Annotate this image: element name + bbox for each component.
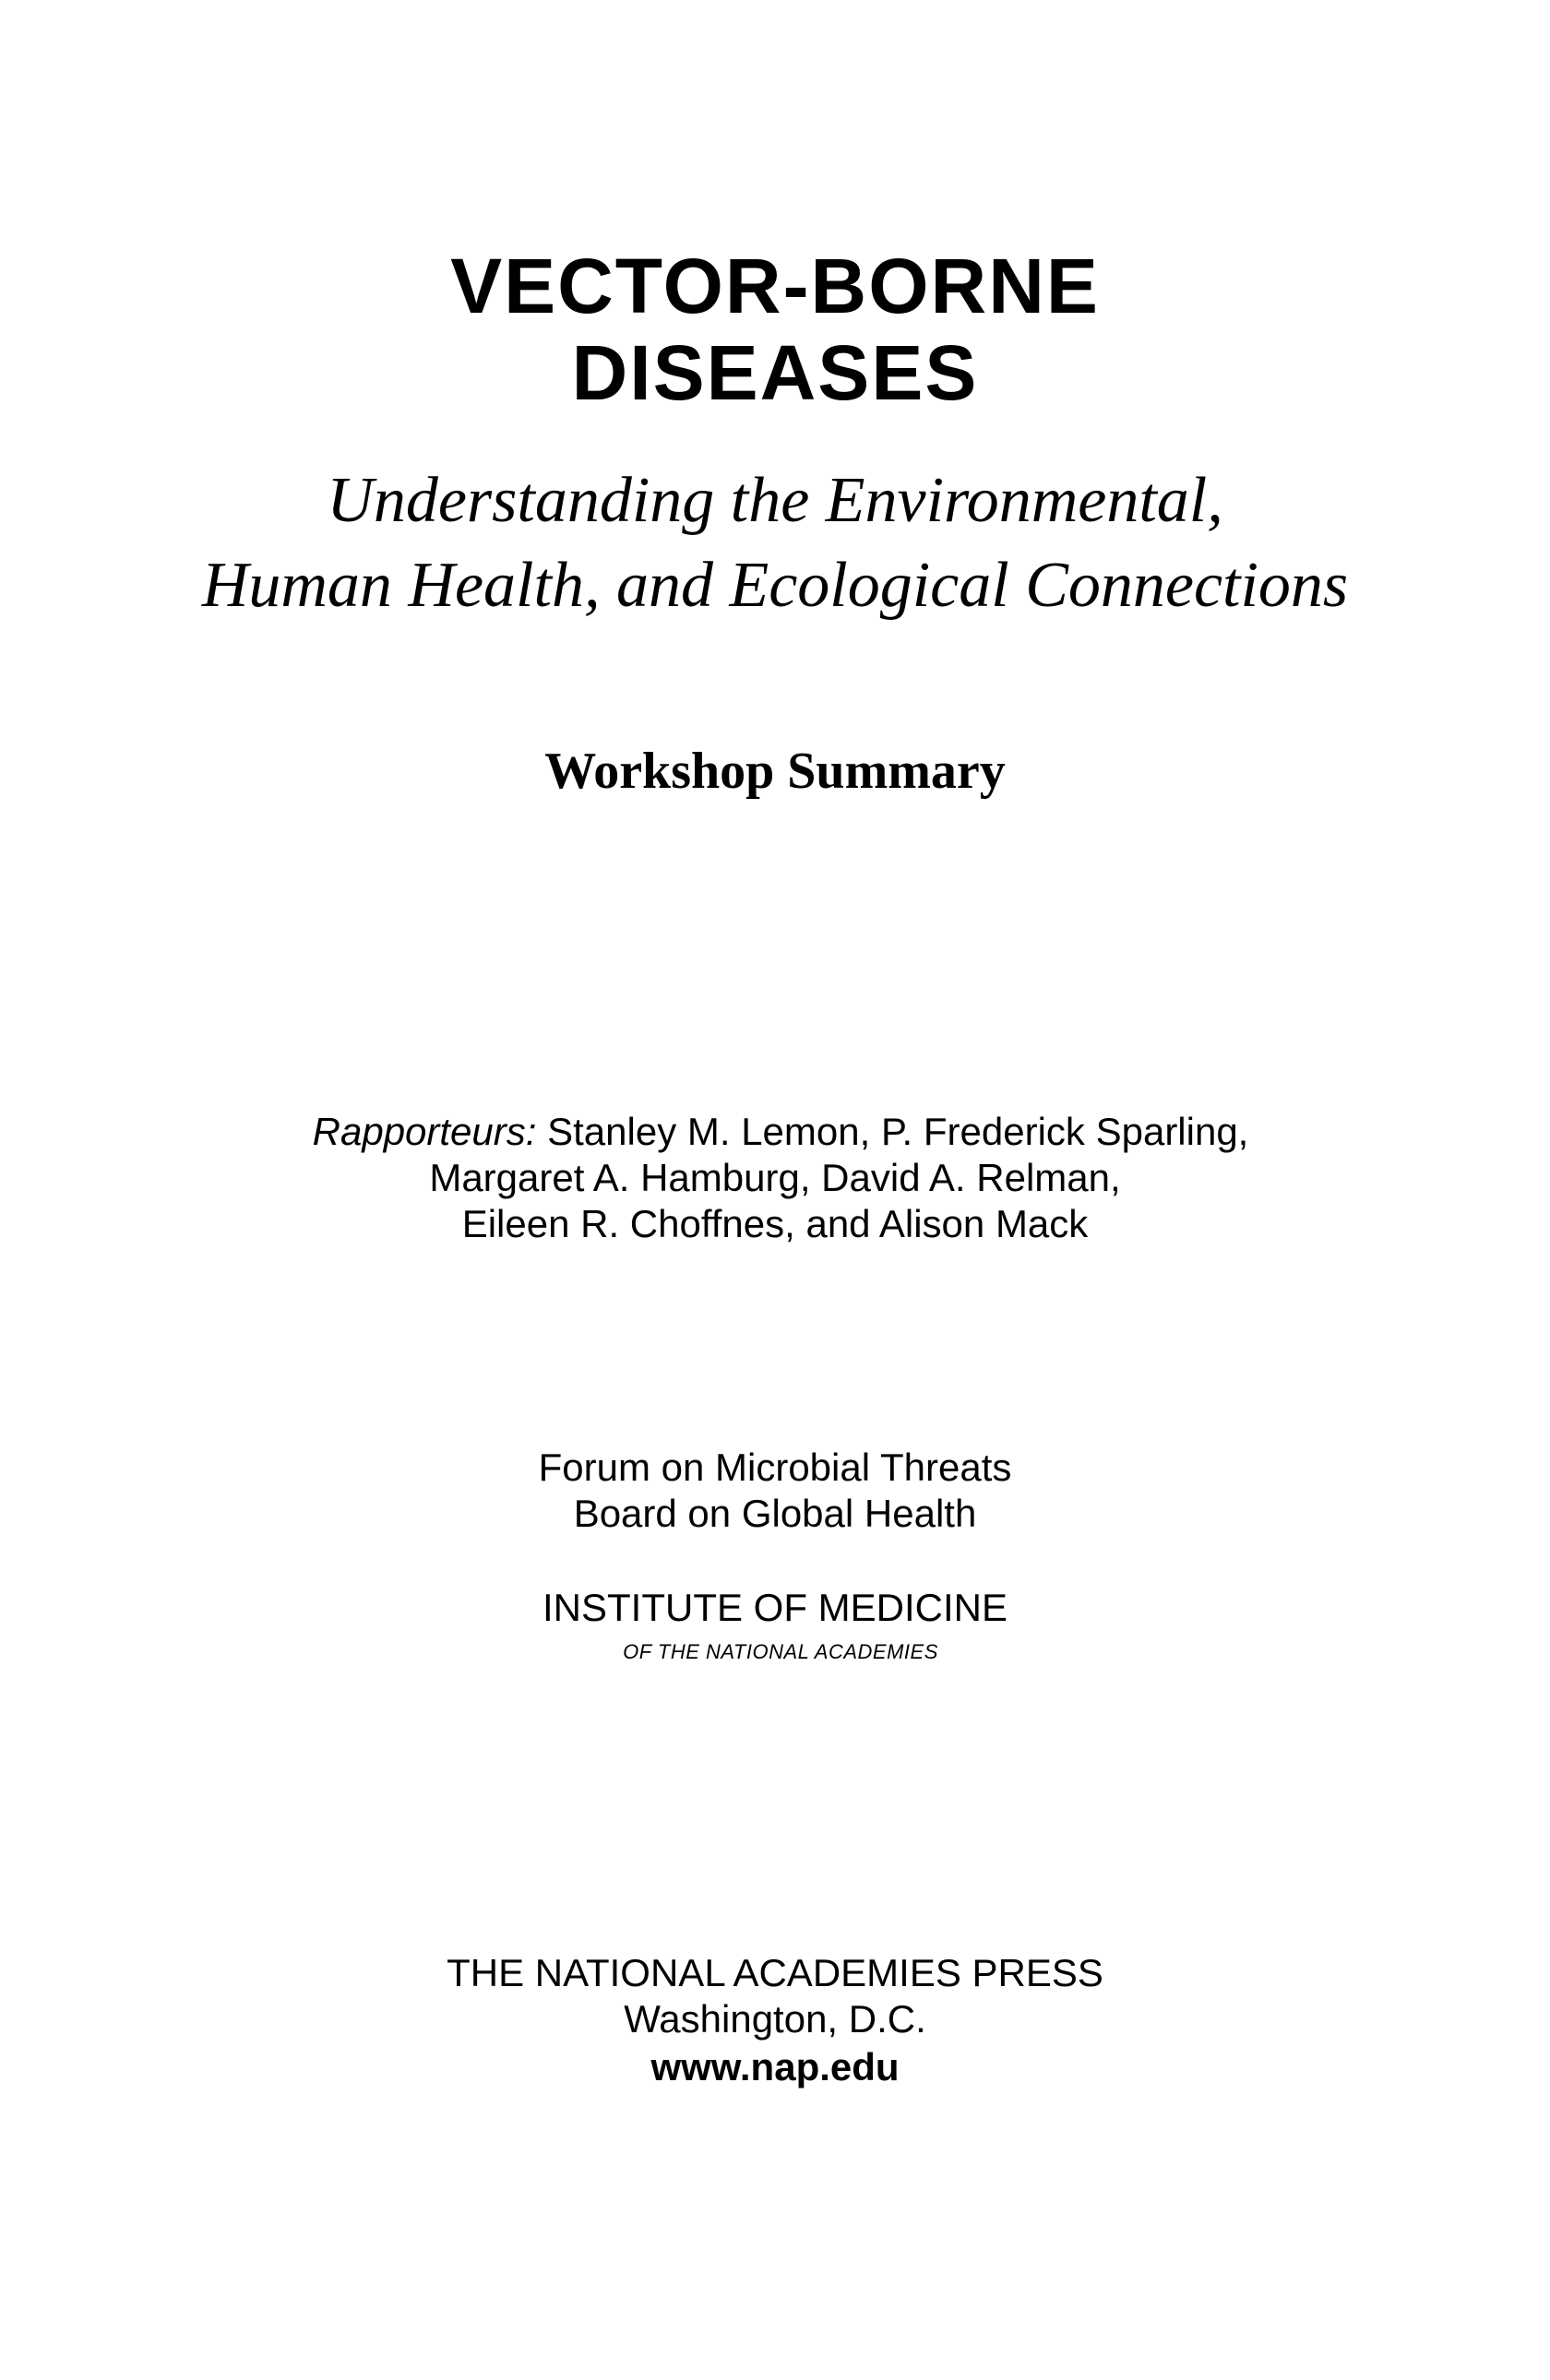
institute-name: INSTITUTE OF MEDICINE	[542, 1586, 1008, 1629]
rapporteurs-line-2: Margaret A. Hamburg, David A. Relman,	[429, 1156, 1121, 1199]
publisher-city: Washington, D.C.	[624, 1997, 926, 2041]
publisher-name: THE NATIONAL ACADEMIES PRESS	[447, 1951, 1103, 1994]
board-name: Board on Global Health	[573, 1492, 977, 1535]
book-title-line-2: DISEASES	[571, 329, 979, 416]
rapporteurs-line-1	[0, 1110, 1550, 1153]
forum-name: Forum on Microbial Threats	[538, 1446, 1012, 1489]
workshop-summary-label: Workshop Summary	[544, 743, 1006, 800]
rapporteurs-line-3: Eileen R. Choffnes, and Alison Mack	[461, 1202, 1089, 1245]
rapporteurs-label: Rapporteurs:	[312, 1110, 537, 1153]
book-title-line-1: VECTOR-BORNE	[450, 243, 1100, 329]
book-subtitle-line-1: Understanding the Environmental,	[327, 465, 1223, 536]
publisher-url: www.nap.edu	[650, 2045, 900, 2088]
book-subtitle-line-2: Human Health, and Ecological Connections	[201, 550, 1349, 621]
rapporteurs-names-1: Stanley M. Lemon, P. Frederick Sparling,	[547, 1110, 1249, 1153]
institute-subtitle: OF THE NATIONAL ACADEMIES	[623, 1640, 938, 1663]
